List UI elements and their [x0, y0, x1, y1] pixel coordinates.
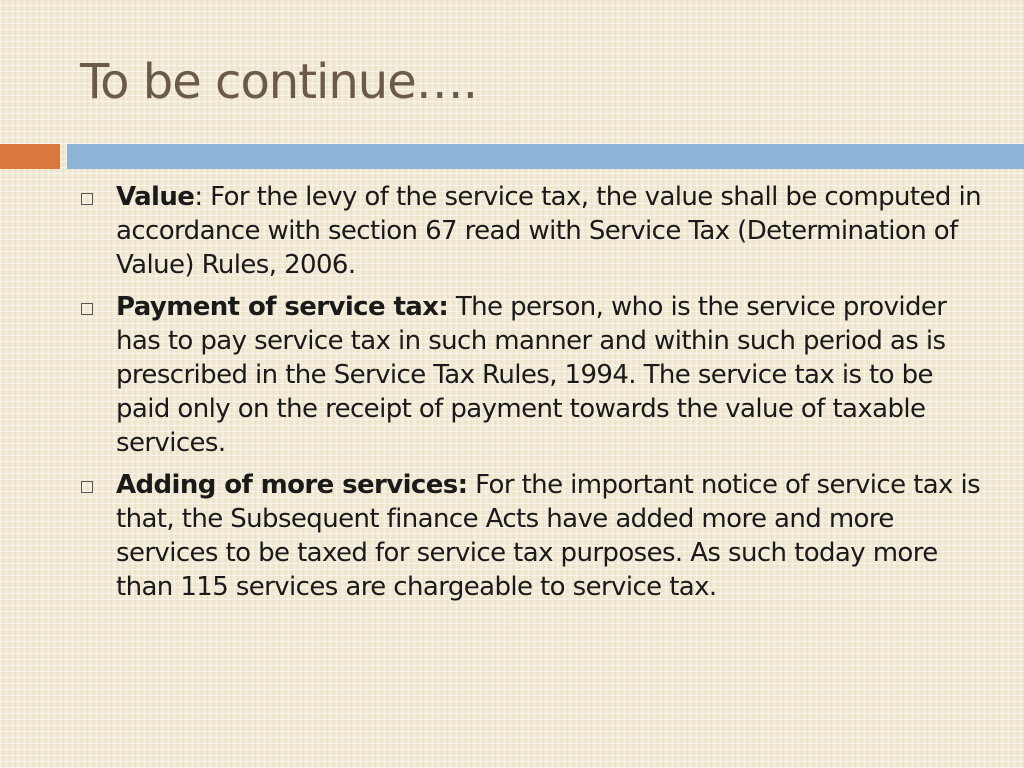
- square-bullet-icon: [81, 193, 93, 205]
- list-item-adding-services: [78, 468, 988, 604]
- list-item-value: [78, 180, 988, 282]
- square-bullet-icon: [81, 481, 93, 493]
- bullet-term: Payment of service tax:: [116, 292, 449, 322]
- list-item-payment: [78, 290, 988, 460]
- bullet-separator: :: [194, 182, 203, 212]
- bullet-term: Adding of more services:: [116, 470, 468, 500]
- square-bullet-icon: [81, 303, 93, 315]
- slide-title: To be continue….: [80, 54, 478, 110]
- bullet-list: [78, 180, 988, 612]
- accent-bar-orange: [0, 144, 60, 169]
- bullet-text: For the levy of the service tax, the value shall be computed in accordance with section 67 read with Service Tax (Determination of Value) Rules, 2006.: [116, 182, 981, 280]
- bullet-text: The person, who is the service provider has to pay service tax in such manner and within such period as is prescribed in the Service Tax Rules, 1994. The service tax is to be paid only on the receipt of payment towards the value of taxable services.: [116, 292, 947, 458]
- bullet-term: Value: [116, 182, 195, 212]
- bullet-text: For the important notice of service tax is that, the Subsequent finance Acts have added more and more services to be taxed for service tax purposes. As such today more than 115 services are chargeable to service tax.: [116, 470, 981, 602]
- accent-bar-blue: [67, 144, 1024, 169]
